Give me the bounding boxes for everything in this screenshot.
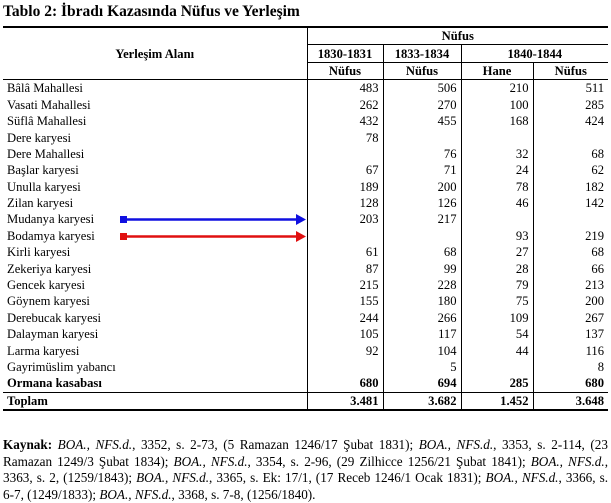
value-cell: 71 [383, 162, 461, 178]
table-row [3, 277, 608, 293]
value-cell: 203 [307, 211, 383, 227]
table-row [3, 392, 608, 410]
source-text-segment: , 3353, s. 2-114, (23 Ramazan 1249/3 Şubat 1834); [3, 437, 608, 469]
source-archive-ref: BOA., NFS.d. [99, 486, 172, 502]
value-cell: 5 [383, 359, 461, 375]
value-cell: 126 [383, 195, 461, 211]
settlement-name: Başlar karyesi [3, 162, 307, 178]
table-row [3, 228, 608, 244]
value-cell: 92 [307, 342, 383, 358]
value-cell: 67 [307, 162, 383, 178]
value-cell [461, 129, 533, 145]
value-cell: 270 [383, 97, 461, 113]
value-cell: 285 [585, 97, 605, 112]
value-cell: 87 [307, 260, 383, 276]
table-row [3, 129, 608, 145]
source-text-segment: , 3352, s. 2-73, (5 Ramazan 1246/17 Şubat 1831); [132, 437, 419, 452]
settlement-name: Vasati Mahallesi [3, 97, 307, 113]
table-row [3, 260, 608, 276]
value-cell: 168 [461, 113, 533, 129]
value-cell: 93 [461, 228, 533, 244]
source-text-segment: , 3368, s. 7-8, (1256/1840). [171, 486, 316, 502]
value-cell: 117 [383, 326, 461, 342]
value-cell [307, 228, 383, 244]
value-cell: 46 [461, 195, 533, 211]
source-text-segment: , 3365, s. Ek: 17/1, (17 Receb 1246/1 Ocak 1831); [209, 470, 486, 485]
value-cell: 262 [307, 97, 383, 113]
value-cell: 680 [585, 376, 605, 391]
table-row [3, 326, 608, 342]
value-cell [461, 359, 533, 375]
value-cell: 213 [585, 278, 605, 293]
value-cell: 109 [461, 310, 533, 326]
value-cell: 1.452 [461, 392, 533, 410]
value-cell: 105 [307, 326, 383, 342]
value-cell: 28 [461, 260, 533, 276]
settlement-name: Derebucak karyesi [3, 310, 307, 326]
subcolumn-header: Nüfus [307, 62, 383, 79]
table-row [3, 195, 608, 211]
value-cell: 79 [461, 277, 533, 293]
table-title: Tablo 2: İbradı Kazasında Nüfus ve Yerleşim [3, 3, 300, 20]
settlement-name: Bâlâ Mahallesi [3, 80, 307, 97]
source-archive-ref: BOA., NFS.d. [418, 437, 494, 452]
settlement-name: Zilan karyesi [3, 195, 307, 211]
value-cell: 137 [585, 327, 605, 342]
value-cell: 54 [461, 326, 533, 342]
source-archive-ref: BOA., NFS.d. [173, 453, 248, 469]
arrow-right-icon [120, 231, 306, 243]
source-text-segment: , 3354, s. 2-96, (29 Zilhicce 1256/21 Şubat 1841); [247, 453, 531, 469]
value-cell: 104 [383, 342, 461, 358]
value-cell: 432 [307, 113, 383, 129]
value-cell: 680 [307, 375, 383, 392]
value-cell [383, 129, 461, 145]
table-row [3, 342, 608, 358]
value-cell: 116 [585, 343, 605, 358]
value-cell: 694 [383, 375, 461, 392]
arrow-right-icon [120, 214, 306, 226]
source-archive-ref: BOA., NFS.d. [136, 470, 210, 485]
table-row [3, 375, 608, 392]
population-group-header: Nüfus [307, 27, 608, 45]
value-cell: 75 [461, 293, 533, 309]
settlement-name: Bodamya karyesi [3, 228, 307, 244]
value-cell: 128 [307, 195, 383, 211]
period-header: 1833-1834 [383, 45, 461, 62]
table-row [3, 80, 608, 97]
value-cell: 100 [461, 97, 533, 113]
source-text-segment: , 3366, s. 6-7, (1249/1833); [3, 470, 609, 502]
table-row [3, 293, 608, 309]
settlement-name: Gayrimüslim yabancı [3, 359, 307, 375]
table-row [3, 97, 608, 113]
value-cell: 3.648 [533, 392, 608, 410]
value-cell: 210 [461, 80, 533, 97]
period-header: 1840-1844 [461, 45, 608, 62]
value-cell: 32 [461, 146, 533, 162]
settlement-name: Larma karyesi [3, 342, 307, 358]
value-cell: 244 [307, 310, 383, 326]
source-text-segment: , 3363, s. 2, (1259/1843); [3, 453, 608, 485]
table-row [3, 162, 608, 178]
value-cell: 78 [461, 179, 533, 195]
value-cell: 200 [383, 179, 461, 195]
value-cell: 155 [307, 293, 383, 309]
subcolumn-header: Nüfus [383, 62, 461, 79]
value-cell: 180 [383, 293, 461, 309]
value-cell: 76 [383, 146, 461, 162]
source-note [3, 437, 608, 503]
value-cell: 267 [585, 310, 605, 325]
subcolumn-header: Hane [461, 62, 533, 79]
value-cell: 200 [585, 294, 605, 309]
value-cell: 8 [597, 360, 605, 374]
settlement-name: Süflâ Mahallesi [3, 113, 307, 129]
value-cell: 3.481 [307, 392, 383, 410]
value-cell [461, 211, 533, 227]
settlement-column-header: Yerleşim Alanı [3, 27, 307, 80]
value-cell: 266 [383, 310, 461, 326]
source-citations [3, 437, 608, 502]
table-row [3, 146, 608, 162]
value-cell: 66 [591, 261, 605, 276]
value-cell: 68 [383, 244, 461, 260]
table-body [3, 80, 608, 410]
value-cell [533, 129, 608, 145]
value-cell: 219 [585, 228, 605, 243]
table-row [3, 179, 608, 195]
settlement-name: Zekeriya karyesi [3, 260, 307, 276]
value-cell: 511 [585, 81, 605, 96]
subcolumn-header: Nüfus [533, 62, 608, 79]
table-row [3, 310, 608, 326]
value-cell: 215 [307, 277, 383, 293]
settlement-name: Dalayman karyesi [3, 326, 307, 342]
value-cell [307, 359, 383, 375]
value-cell: 68 [591, 245, 605, 260]
source-archive-ref: BOA., NFS.d. [57, 437, 133, 452]
value-cell: 217 [383, 211, 461, 227]
period-header: 1830-1831 [307, 45, 383, 62]
value-cell: 44 [461, 342, 533, 358]
settlement-name: Dere karyesi [3, 129, 307, 145]
source-archive-ref: BOA., NFS.d. [485, 470, 559, 485]
value-cell: 99 [383, 260, 461, 276]
value-cell: 228 [383, 277, 461, 293]
settlement-name: Ormana kasabası [3, 375, 307, 392]
settlement-name: Mudanya karyesi [3, 211, 307, 227]
table-row [3, 211, 608, 227]
value-cell: 78 [307, 129, 383, 145]
value-cell: 285 [461, 375, 533, 392]
value-cell: 142 [585, 196, 605, 211]
value-cell [307, 146, 383, 162]
value-cell: 506 [383, 80, 461, 97]
table-row [3, 359, 608, 375]
value-cell: 455 [383, 113, 461, 129]
table-row [3, 244, 608, 260]
value-cell: 424 [585, 114, 605, 129]
value-cell [383, 228, 461, 244]
value-cell [533, 211, 608, 227]
source-label: Kaynak: [3, 437, 53, 452]
value-cell: 62 [591, 163, 605, 178]
value-cell: 182 [585, 179, 605, 194]
settlement-name: Kirli karyesi [3, 244, 307, 260]
population-table [3, 26, 608, 411]
settlement-name: Göynem karyesi [3, 293, 307, 309]
value-cell: 24 [461, 162, 533, 178]
value-cell: 61 [307, 244, 383, 260]
source-archive-ref: BOA., NFS.d. [530, 453, 605, 469]
value-cell: 483 [307, 80, 383, 97]
settlement-name: Unulla karyesi [3, 179, 307, 195]
settlement-name: Toplam [3, 392, 307, 410]
value-cell: 68 [591, 146, 605, 161]
settlement-name: Gencek karyesi [3, 277, 307, 293]
value-cell: 27 [461, 244, 533, 260]
settlement-name: Dere Mahallesi [3, 146, 307, 162]
table-row [3, 113, 608, 129]
value-cell: 3.682 [383, 392, 461, 410]
value-cell: 189 [307, 179, 383, 195]
